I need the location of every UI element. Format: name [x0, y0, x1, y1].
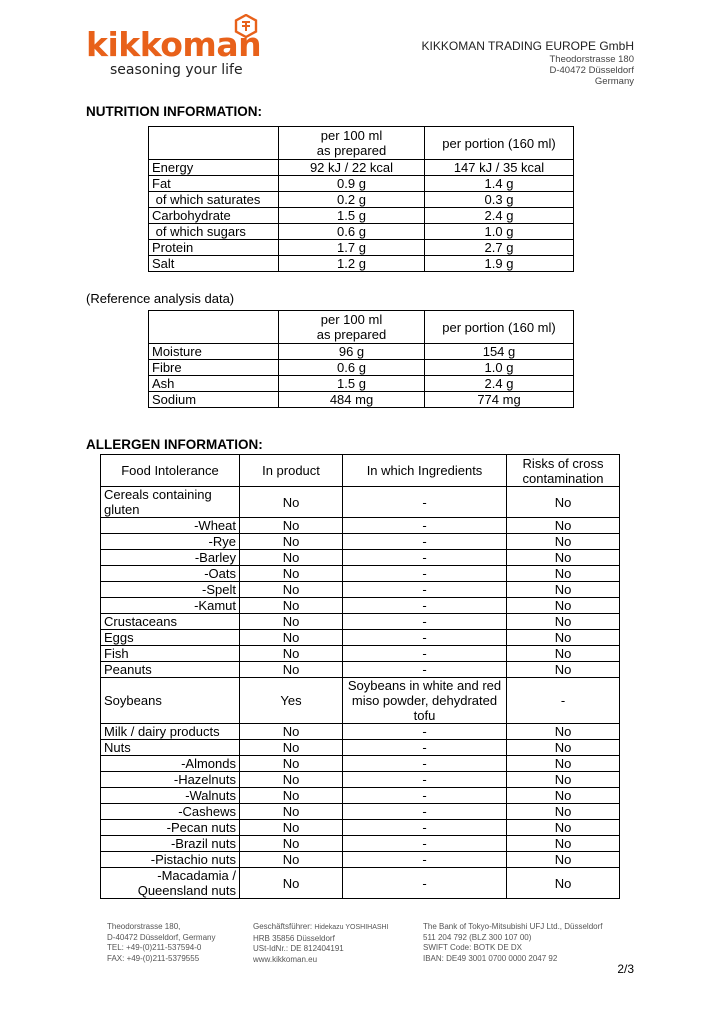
cross-contamination-cell: No: [507, 614, 620, 630]
col-header-food-intolerance: Food Intolerance: [101, 455, 240, 487]
col-header-cross-contamination: [507, 455, 620, 487]
food-intolerance-cell: -Oats: [101, 566, 240, 582]
cross-contamination-cell: No: [507, 630, 620, 646]
in-product-cell: No: [240, 852, 343, 868]
food-intolerance-cell: -Brazil nuts: [101, 836, 240, 852]
cross-contamination-cell: No: [507, 852, 620, 868]
food-intolerance-cell: -Cashews: [101, 804, 240, 820]
table-row: [101, 518, 620, 534]
cross-contamination-cell: No: [507, 836, 620, 852]
empty-header-cell: [149, 127, 279, 160]
table-row: [101, 566, 620, 582]
food-intolerance-cell: -Almonds: [101, 756, 240, 772]
ingredients-cell: -: [343, 487, 507, 518]
col-header-line: as prepared: [316, 143, 387, 158]
ingredients-cell: Soybeans in white and red miso powder, dehydrated tofu: [343, 678, 507, 724]
value-per-100ml: 0.6 g: [279, 360, 425, 376]
in-product-cell: No: [240, 820, 343, 836]
nutrition-table: [148, 126, 574, 272]
food-intolerance-cell: -Pecan nuts: [101, 820, 240, 836]
value-per-portion: 1.0 g: [425, 224, 574, 240]
ingredients-cell: -: [343, 598, 507, 614]
in-product-cell: No: [240, 772, 343, 788]
footer-manager-label: Geschäftsführer:: [253, 922, 313, 931]
row-label: Sodium: [149, 392, 279, 408]
ingredients-cell: -: [343, 788, 507, 804]
footer-line: TEL: +49-(0)211-537594-0: [107, 943, 202, 952]
footer-line: Theodorstrasse 180,: [107, 922, 181, 931]
table-row: [149, 360, 574, 376]
table-row: [101, 582, 620, 598]
col-header-per-100ml: [279, 127, 425, 160]
company-address-line: D-40472 Düsseldorf: [549, 65, 634, 76]
ingredients-cell: -: [343, 518, 507, 534]
table-row: [149, 240, 574, 256]
food-intolerance-cell: Eggs: [101, 630, 240, 646]
cross-contamination-cell: No: [507, 518, 620, 534]
allergen-heading: ALLERGEN INFORMATION:: [86, 437, 263, 452]
in-product-cell: No: [240, 740, 343, 756]
in-product-cell: No: [240, 630, 343, 646]
table-row: [101, 678, 620, 724]
row-label: Ash: [149, 376, 279, 392]
footer-line: USt-IdNr.: DE 812404191: [253, 944, 344, 953]
kikkoman-logo: [86, 14, 266, 80]
table-row: [101, 868, 620, 899]
col-header-per-portion: per portion (160 ml): [425, 311, 574, 344]
row-label: of which saturates: [149, 192, 279, 208]
food-intolerance-cell: -Walnuts: [101, 788, 240, 804]
col-header-per-100ml: [279, 311, 425, 344]
allergen-table: [100, 454, 620, 899]
food-intolerance-cell: -Rye: [101, 534, 240, 550]
table-row: [101, 662, 620, 678]
row-label: Carbohydrate: [149, 208, 279, 224]
col-header-line: Risks of cross: [522, 455, 604, 471]
food-intolerance-cell: Nuts: [101, 740, 240, 756]
col-header-line: as prepared: [316, 327, 387, 342]
footer-line: IBAN: DE49 3001 0700 0000 2047 92: [423, 953, 558, 963]
table-row: [149, 160, 574, 176]
value-per-portion: 2.4 g: [425, 376, 574, 392]
value-per-portion: 154 g: [425, 344, 574, 360]
table-row: [101, 740, 620, 756]
value-per-100ml: 0.2 g: [279, 192, 425, 208]
food-intolerance-cell: Milk / dairy products: [101, 724, 240, 740]
in-product-cell: No: [240, 518, 343, 534]
cross-contamination-cell: No: [507, 662, 620, 678]
value-per-portion: 1.0 g: [425, 360, 574, 376]
table-row: [101, 788, 620, 804]
col-header-line: per 100 ml: [320, 128, 383, 143]
table-row: [149, 208, 574, 224]
ingredients-cell: -: [343, 646, 507, 662]
col-header-line: per 100 ml: [320, 312, 383, 327]
cross-contamination-cell: No: [507, 804, 620, 820]
footer-line: D-40472 Düsseldorf, Germany: [107, 932, 216, 942]
value-per-100ml: 0.6 g: [279, 224, 425, 240]
ingredients-cell: -: [343, 566, 507, 582]
col-header-in-product: In product: [240, 455, 343, 487]
value-per-100ml: 1.5 g: [279, 376, 425, 392]
value-per-portion: 1.9 g: [425, 256, 574, 272]
table-row: [101, 724, 620, 740]
col-header-per-portion: per portion (160 ml): [425, 127, 574, 160]
ingredients-cell: -: [343, 772, 507, 788]
table-row: [149, 344, 574, 360]
table-row: [149, 224, 574, 240]
food-intolerance-cell: Fish: [101, 646, 240, 662]
ingredients-cell: -: [343, 582, 507, 598]
food-intolerance-cell: -Barley: [101, 550, 240, 566]
food-intolerance-cell: -Macadamia / Queensland nuts: [101, 868, 240, 899]
table-row: [101, 772, 620, 788]
table-row: [101, 756, 620, 772]
value-per-portion: 2.7 g: [425, 240, 574, 256]
cross-contamination-cell: No: [507, 788, 620, 804]
in-product-cell: No: [240, 788, 343, 804]
in-product-cell: No: [240, 598, 343, 614]
table-header-row: [149, 127, 574, 160]
value-per-100ml: 1.2 g: [279, 256, 425, 272]
cross-contamination-cell: No: [507, 550, 620, 566]
ingredients-cell: -: [343, 724, 507, 740]
footer-line: www.kikkoman.eu: [253, 954, 318, 964]
page-number: 2/3: [617, 962, 634, 976]
in-product-cell: No: [240, 836, 343, 852]
reference-caption: (Reference analysis data): [86, 291, 235, 306]
ingredients-cell: -: [343, 820, 507, 836]
table-row: [149, 376, 574, 392]
food-intolerance-cell: Peanuts: [101, 662, 240, 678]
cross-contamination-cell: No: [507, 487, 620, 518]
nutrition-heading: NUTRITION INFORMATION:: [86, 104, 262, 119]
company-name: KIKKOMAN TRADING EUROPE GmbH: [421, 39, 634, 53]
footer-line: SWIFT Code: BOTK DE DX: [423, 943, 522, 952]
empty-header-cell: [149, 311, 279, 344]
cross-contamination-cell: No: [507, 598, 620, 614]
value-per-portion: 774 mg: [425, 392, 574, 408]
table-row: [101, 534, 620, 550]
in-product-cell: No: [240, 646, 343, 662]
value-per-100ml: 1.7 g: [279, 240, 425, 256]
table-row: [149, 176, 574, 192]
logo-wordmark: kikkoman: [86, 25, 262, 64]
cross-contamination-cell: No: [507, 756, 620, 772]
ingredients-cell: -: [343, 550, 507, 566]
table-row: [101, 487, 620, 518]
food-intolerance-cell: Cereals containing gluten: [101, 487, 240, 518]
in-product-cell: No: [240, 550, 343, 566]
food-intolerance-cell: -Hazelnuts: [101, 772, 240, 788]
food-intolerance-cell: Crustaceans: [101, 614, 240, 630]
in-product-cell: No: [240, 756, 343, 772]
value-per-portion: 2.4 g: [425, 208, 574, 224]
ingredients-cell: -: [343, 756, 507, 772]
in-product-cell: No: [240, 534, 343, 550]
food-intolerance-cell: Soybeans: [101, 678, 240, 724]
ingredients-cell: -: [343, 662, 507, 678]
cross-contamination-cell: No: [507, 820, 620, 836]
cross-contamination-cell: -: [507, 678, 620, 724]
table-header-row: [149, 311, 574, 344]
table-row: [101, 646, 620, 662]
value-per-portion: 147 kJ / 35 kcal: [425, 160, 574, 176]
table-row: [101, 630, 620, 646]
row-label: Fat: [149, 176, 279, 192]
value-per-100ml: 484 mg: [279, 392, 425, 408]
cross-contamination-cell: No: [507, 534, 620, 550]
cross-contamination-cell: No: [507, 724, 620, 740]
table-row: [149, 256, 574, 272]
footer-registry: [253, 922, 389, 965]
food-intolerance-cell: -Pistachio nuts: [101, 852, 240, 868]
value-per-100ml: 96 g: [279, 344, 425, 360]
ingredients-cell: -: [343, 836, 507, 852]
table-row: [101, 550, 620, 566]
value-per-100ml: 1.5 g: [279, 208, 425, 224]
food-intolerance-cell: -Kamut: [101, 598, 240, 614]
ingredients-cell: -: [343, 804, 507, 820]
table-header-row: [101, 455, 620, 487]
value-per-100ml: 92 kJ / 22 kcal: [279, 160, 425, 176]
cross-contamination-cell: No: [507, 646, 620, 662]
cross-contamination-cell: No: [507, 868, 620, 899]
in-product-cell: No: [240, 724, 343, 740]
footer-line: HRB 35856 Düsseldorf: [253, 933, 335, 943]
in-product-cell: No: [240, 804, 343, 820]
footer-line: FAX: +49-(0)211-5379555: [107, 953, 200, 963]
row-label: Moisture: [149, 344, 279, 360]
table-row: [101, 614, 620, 630]
ingredients-cell: -: [343, 630, 507, 646]
cross-contamination-cell: No: [507, 740, 620, 756]
logo-tagline: seasoning your life: [110, 62, 243, 78]
table-row: [101, 852, 620, 868]
value-per-portion: 1.4 g: [425, 176, 574, 192]
row-label: Protein: [149, 240, 279, 256]
footer-manager-name: Hidekazu YOSHIHASHI: [314, 924, 389, 931]
table-row: [149, 392, 574, 408]
ingredients-cell: -: [343, 614, 507, 630]
in-product-cell: No: [240, 868, 343, 899]
value-per-portion: 0.3 g: [425, 192, 574, 208]
reference-table: [148, 310, 574, 408]
cross-contamination-cell: No: [507, 566, 620, 582]
col-header-ingredients: In which Ingredients: [343, 455, 507, 487]
table-row: [101, 804, 620, 820]
table-row: [101, 820, 620, 836]
value-per-100ml: 0.9 g: [279, 176, 425, 192]
footer-line: 511 204 792 (BLZ 300 107 00): [423, 932, 532, 942]
table-row: [101, 598, 620, 614]
footer-address: [107, 922, 216, 964]
table-row: [149, 192, 574, 208]
in-product-cell: No: [240, 614, 343, 630]
ingredients-cell: -: [343, 868, 507, 899]
in-product-cell: No: [240, 662, 343, 678]
ingredients-cell: -: [343, 534, 507, 550]
col-header-line: contamination: [522, 470, 604, 486]
footer-line: The Bank of Tokyo-Mitsubishi UFJ Ltd., Düsseldorf: [423, 922, 603, 931]
footer-bank: [423, 922, 602, 964]
company-block: [422, 39, 634, 87]
row-label: Energy: [149, 160, 279, 176]
row-label: of which sugars: [149, 224, 279, 240]
footer-line: [253, 922, 389, 934]
in-product-cell: No: [240, 582, 343, 598]
row-label: Fibre: [149, 360, 279, 376]
table-row: [101, 836, 620, 852]
ingredients-cell: -: [343, 852, 507, 868]
row-label: Salt: [149, 256, 279, 272]
company-address-line: Theodorstrasse 180: [549, 54, 634, 65]
ingredients-cell: -: [343, 740, 507, 756]
in-product-cell: No: [240, 566, 343, 582]
food-intolerance-cell: -Spelt: [101, 582, 240, 598]
in-product-cell: Yes: [240, 678, 343, 724]
in-product-cell: No: [240, 487, 343, 518]
food-intolerance-cell: -Wheat: [101, 518, 240, 534]
cross-contamination-cell: No: [507, 772, 620, 788]
cross-contamination-cell: No: [507, 582, 620, 598]
company-address-line: Germany: [594, 76, 634, 87]
